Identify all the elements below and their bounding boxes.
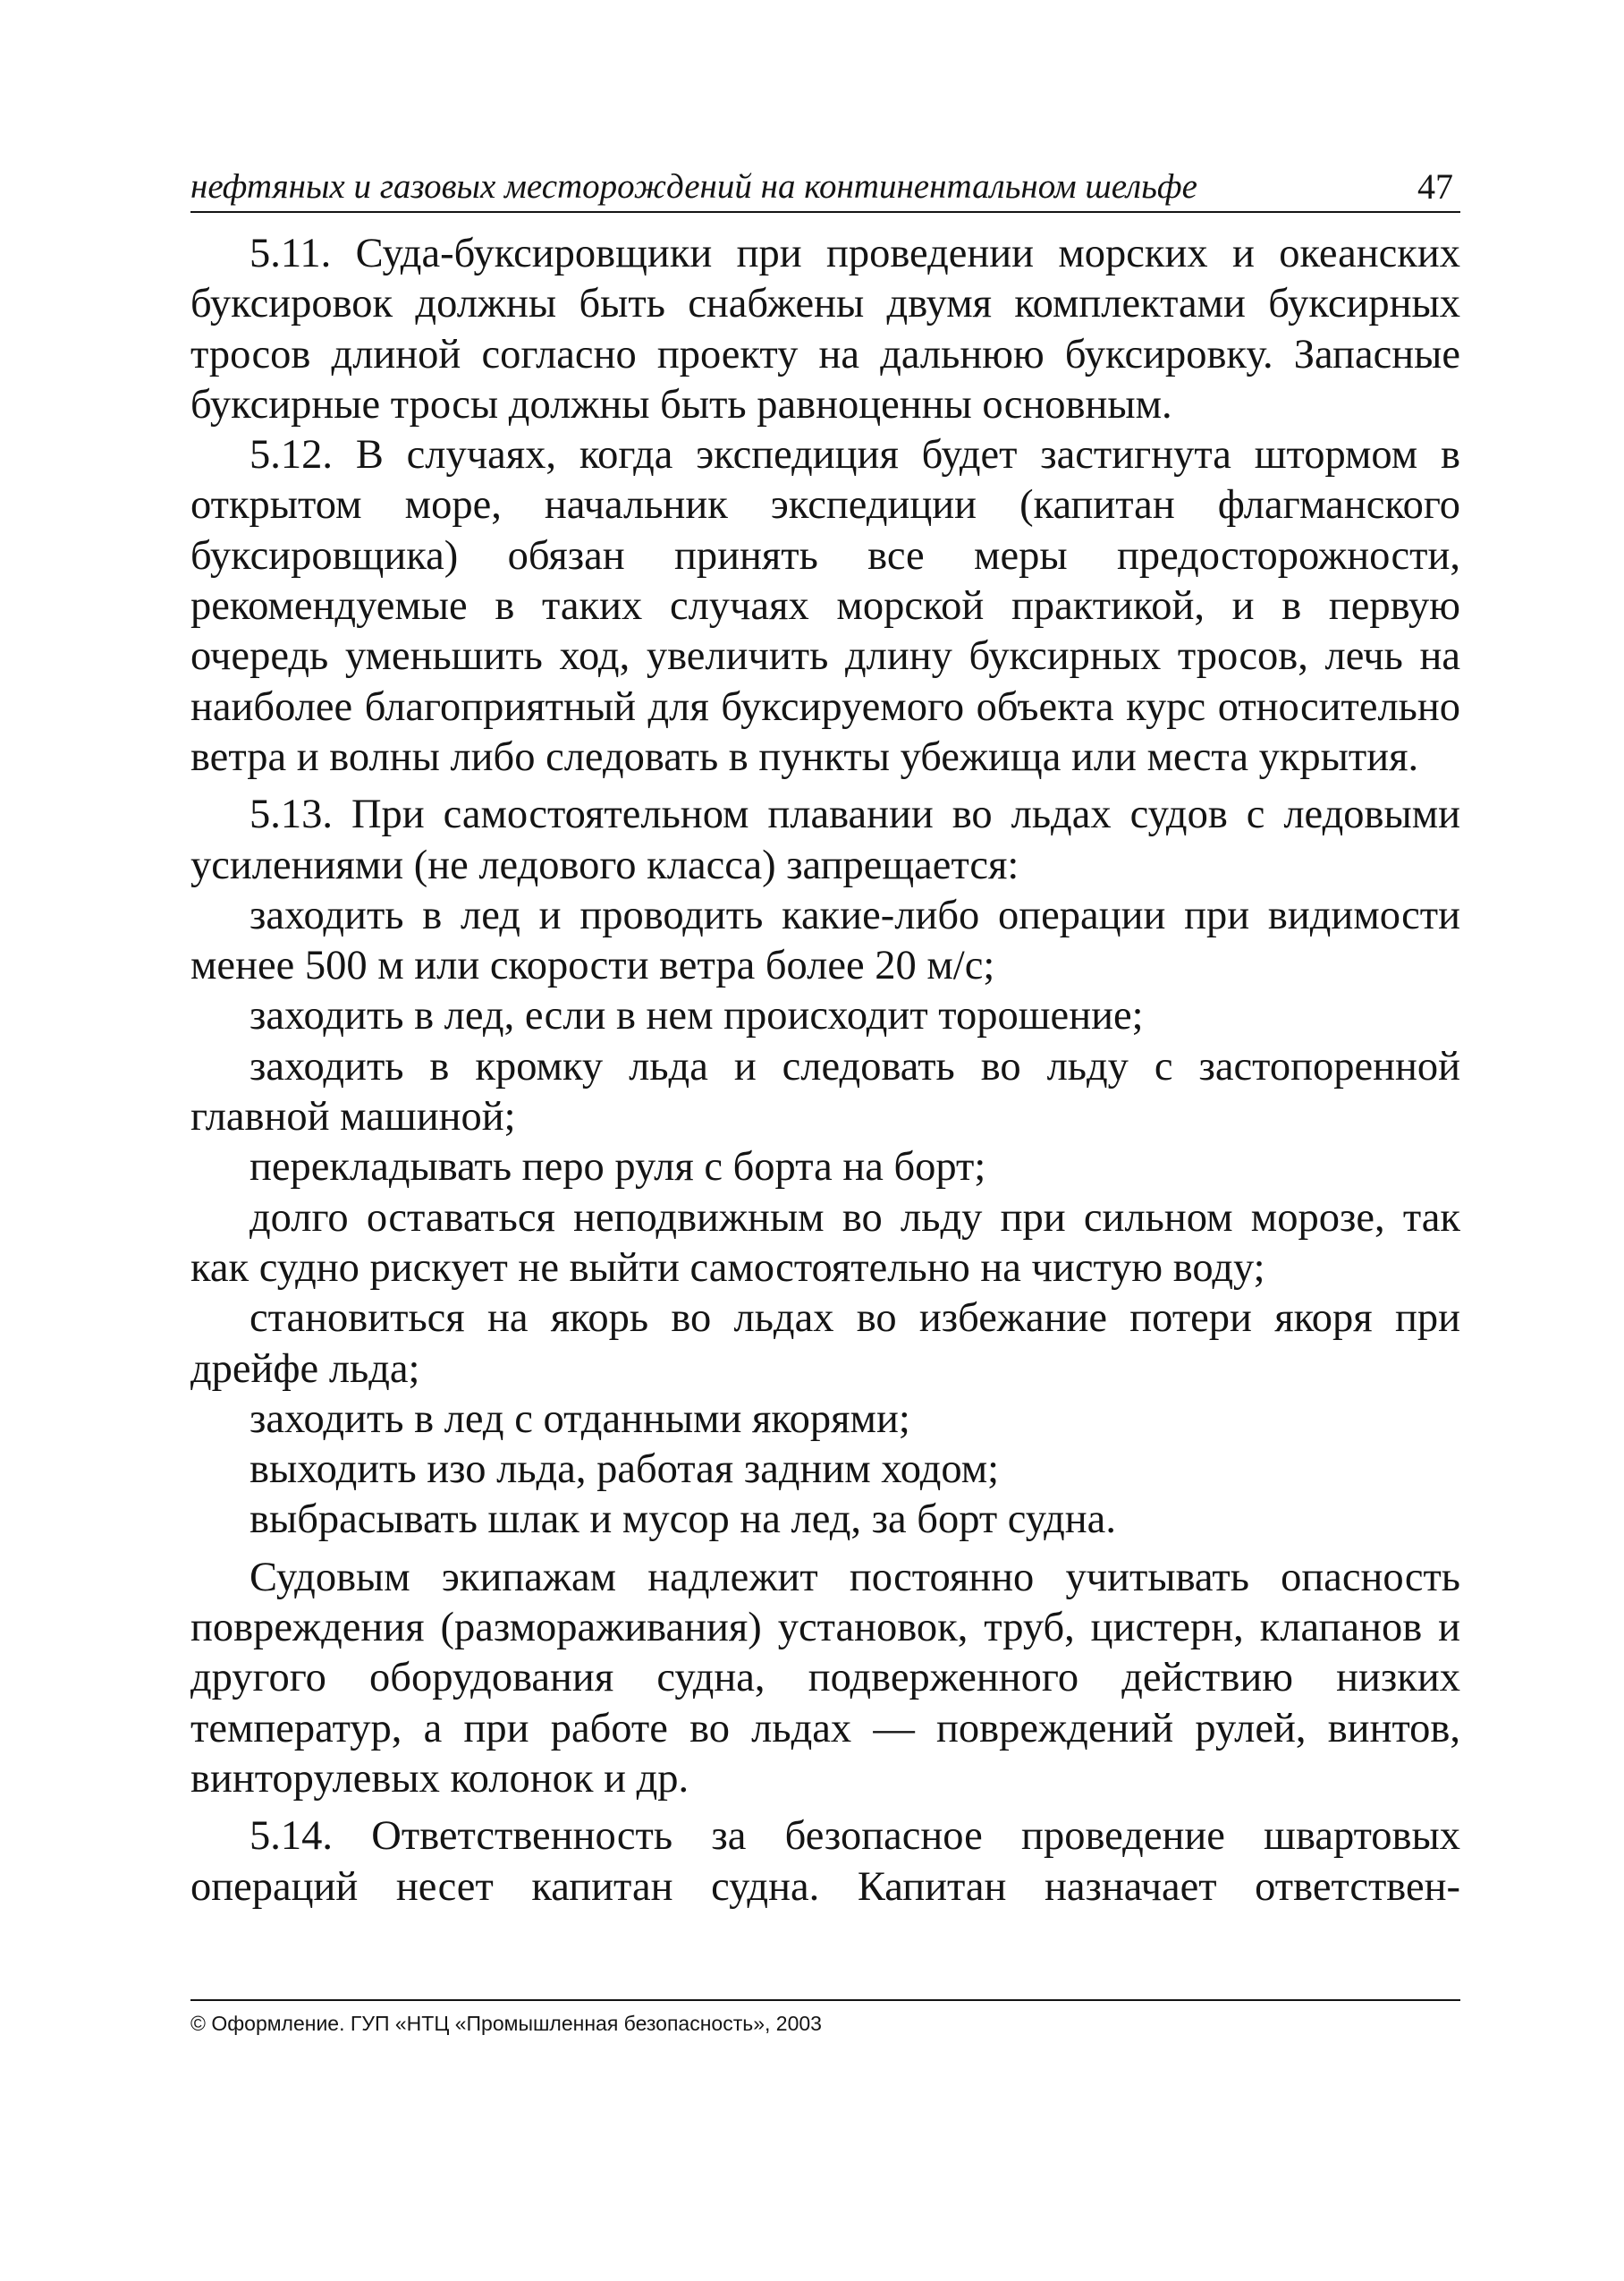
- running-header-title: нефтяных и газовых месторождений на континентальном шельфе: [190, 167, 1197, 206]
- list-item: заходить в лед с отданными якорями;: [250, 1395, 910, 1442]
- list-item: выходить изо льда, работая задним ходом;: [250, 1446, 1000, 1493]
- footer-copyright: © Оформление. ГУП «НТЦ «Промышленная безопасность», 2003: [190, 2012, 822, 2035]
- paragraph-5-12: 5.12. В случаях, когда экспедиция будет застигнута штормом в открытом море, начальник экспедиции (капитан флагманского буксировщика) обязан принять все меры предосторожности, рекомендуемые в таких случаях морской практикой, и в первую очередь уменьшить ход, увеличить длину буксирных тросов, лечь на наиболее благоприятный для буксируемого объекта курс относительно ветра и волны либо следовать в пункты убежища или места укрытия.: [190, 432, 1460, 780]
- list-item: заходить в лед, если в нем происходит торошение;: [250, 993, 1144, 1039]
- list-item: перекладывать перо руля с борта на борт;: [250, 1144, 986, 1191]
- paragraph-crew-note: Судовым экипажам надлежит постоянно учитывать опасность повреждения (размораживания) установок, труб, цистерн, клапанов и другого оборудования судна, подверженного действию низких температур, а при работе во льдах — повреждений рулей, винтов, винторулевых колонок и др.: [190, 1554, 1460, 1802]
- page-number: 47: [1417, 166, 1453, 207]
- list-item: выбрасывать шлак и мусор на лед, за борт судна.: [250, 1497, 1116, 1543]
- paragraph-5-11: 5.11. Суда-буксировщики при проведении морских и океанских буксировок должны быть снабжены двумя комплектами буксирных тросов длиной согласно проекту на дальнюю буксировку. Запасные буксирные тросы должны быть равноценны основным.: [190, 231, 1460, 428]
- body-text: [190, 229, 1460, 1912]
- header-rule: [190, 211, 1460, 213]
- list-item: заходить в лед и проводить какие-либо операции при видимости менее 500 м или скорости ветра более 20 м/с;: [190, 892, 1460, 989]
- paragraph-5-14: 5.14. Ответственность за безопасное проведение швартовых операций несет капитан судна. Капитан назначает ответствен-: [190, 1813, 1460, 1910]
- paragraph-5-13: 5.13. При самостоятельном плавании во льдах судов с ледовыми усилениями (не ледового класса) запрещается:: [190, 792, 1460, 888]
- running-header: [190, 164, 1460, 210]
- list-item: заходить в кромку льда и следовать во льду с застопоренной главной машиной;: [190, 1043, 1460, 1140]
- footer-rule: [190, 1999, 1460, 2001]
- list-item: становиться на якорь во льдах во избежание потери якоря при дрейфе льда;: [190, 1295, 1460, 1392]
- list-item: долго оставаться неподвижным во льду при сильном морозе, так как судно рискует не выйти самостоятельно на чистую воду;: [190, 1194, 1460, 1291]
